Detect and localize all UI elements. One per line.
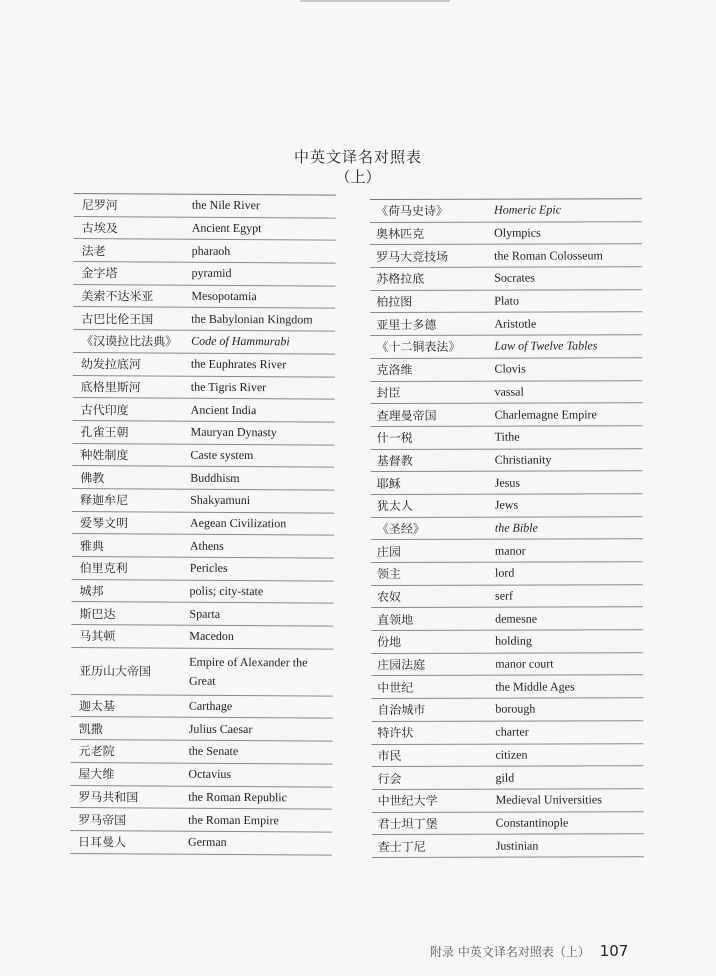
- english-term: Jesus: [494, 475, 521, 490]
- glossary-row: [73, 353, 335, 377]
- footer-label: 附录 中英文译名对照表（上）: [430, 945, 590, 959]
- english-term: gild: [495, 770, 515, 785]
- page-subtitle: （上）: [335, 168, 381, 186]
- chinese-term: 城邦: [79, 584, 104, 599]
- chinese-term: 日耳曼人: [77, 835, 127, 850]
- glossary-row: [371, 426, 643, 449]
- english-term: Caste system: [190, 447, 254, 463]
- chinese-term: 查理曼帝国: [376, 408, 437, 423]
- chinese-term: 行会: [377, 771, 402, 786]
- english-term: the Roman Empire: [188, 812, 279, 827]
- glossary-row: [370, 358, 642, 381]
- glossary-row: [371, 403, 643, 426]
- glossary-row: [371, 449, 643, 472]
- chinese-term: 《十二铜表法》: [376, 340, 461, 355]
- english-term: the Bible: [494, 520, 538, 535]
- glossary-row: [372, 835, 644, 858]
- chinese-term: 耶稣: [376, 476, 401, 491]
- chinese-term: 古巴比伦王国: [81, 311, 154, 327]
- chinese-term: 罗马帝国: [78, 812, 127, 827]
- chinese-term: 份地: [377, 635, 402, 650]
- english-term: Charlemagne Empire: [494, 406, 597, 422]
- page-number: 107: [599, 942, 629, 960]
- glossary-row: [370, 245, 642, 268]
- english-term: Plato: [494, 293, 519, 308]
- page-footer: [430, 942, 628, 960]
- glossary-row: [73, 307, 335, 331]
- english-term: Code of Hammurabi: [191, 334, 290, 349]
- english-term: Jews: [494, 497, 519, 512]
- glossary-row: [71, 740, 333, 764]
- chinese-term: 佛教: [80, 470, 105, 485]
- glossary-row: [371, 494, 643, 517]
- chinese-term: 法老: [81, 243, 106, 258]
- glossary-row: [73, 398, 335, 422]
- glossary-row: [370, 335, 642, 358]
- english-term: the Senate: [188, 744, 239, 759]
- glossary-row: [71, 625, 333, 649]
- chinese-term: 尼罗河: [81, 198, 118, 213]
- english-term: the Roman Colosseum: [494, 248, 603, 263]
- english-term: Athens: [189, 538, 224, 553]
- chinese-term: 基督教: [376, 453, 413, 468]
- glossary-row: [371, 698, 643, 721]
- chinese-term: 领主: [376, 567, 402, 582]
- chinese-term: 柏拉图: [376, 294, 413, 310]
- english-term: charter: [495, 724, 529, 739]
- english-term: Shakyamuni: [190, 492, 251, 508]
- chinese-term: 释迦牟尼: [80, 493, 129, 508]
- glossary-row: [371, 562, 643, 585]
- chinese-term: 亚里士多德: [376, 317, 437, 332]
- glossary-row: [72, 557, 334, 581]
- page-title: 中英文译名对照表: [293, 148, 422, 166]
- glossary-row: [72, 534, 334, 558]
- english-term: Aristotle: [494, 316, 537, 331]
- glossary-row: [371, 540, 643, 563]
- glossary-row: [72, 489, 334, 513]
- chinese-term: 孔雀王朝: [80, 425, 129, 440]
- english-term: Macedon: [189, 629, 234, 644]
- english-term: Julius Caesar: [188, 721, 253, 736]
- english-term: the Euphrates River: [190, 356, 287, 372]
- english-term: Constantinople: [495, 815, 569, 830]
- english-term: polis; city-state: [189, 583, 264, 599]
- english-term: demesne: [495, 611, 538, 626]
- chinese-term: 犹太人: [376, 499, 413, 514]
- chinese-term: 种姓制度: [80, 447, 129, 463]
- glossary-row: [370, 290, 642, 313]
- glossary-row: [371, 585, 643, 608]
- english-term: vassal: [494, 384, 524, 399]
- glossary-row: [71, 695, 333, 719]
- glossary-row: [370, 199, 642, 222]
- english-term: Olympics: [494, 225, 541, 240]
- glossary-row: [371, 608, 643, 631]
- chinese-term: 爱琴文明: [79, 516, 129, 531]
- english-term: Socrates: [494, 270, 535, 286]
- chinese-term: 市民: [377, 748, 402, 763]
- english-term: Sparta: [189, 606, 221, 621]
- english-term: holding: [495, 633, 532, 649]
- glossary-row: [72, 466, 334, 490]
- glossary-table-right: [370, 198, 644, 858]
- chinese-term: 自治城市: [377, 703, 426, 718]
- chinese-term: 幼发拉底河: [80, 357, 142, 372]
- english-term: Ancient India: [190, 402, 257, 417]
- glossary-row: [73, 330, 335, 354]
- glossary-row: [73, 285, 335, 309]
- english-term: pyramid: [191, 266, 232, 281]
- glossary-row: [372, 812, 644, 835]
- chinese-term: 《荷马史诗》: [376, 204, 449, 219]
- english-term: citizen: [495, 747, 528, 762]
- glossary-row: [371, 766, 643, 789]
- chinese-term: 亚历山大帝国: [79, 664, 152, 679]
- english-term: Homeric Epic: [494, 202, 562, 218]
- glossary-row: [370, 313, 642, 336]
- chinese-term: 元老院: [78, 744, 115, 759]
- english-term: Justinian: [495, 838, 539, 853]
- chinese-term: 美索不达米亚: [81, 289, 154, 304]
- english-term: Tithe: [494, 429, 520, 444]
- chinese-term: 奥林匹克: [376, 226, 425, 242]
- glossary-row: [371, 472, 643, 495]
- glossary-row: [71, 648, 333, 697]
- chinese-term: 庄园法庭: [377, 657, 426, 673]
- chinese-term: 金字塔: [81, 266, 118, 281]
- glossary-row: [71, 717, 333, 741]
- glossary-row: [372, 789, 644, 812]
- chinese-term: 庄园: [376, 544, 401, 559]
- chinese-term: 底格里斯河: [80, 379, 141, 395]
- glossary-row: [72, 421, 334, 445]
- glossary-row: [371, 630, 643, 653]
- glossary-row: [371, 676, 643, 699]
- english-term: the Tigris River: [190, 379, 267, 395]
- glossary-row: [370, 222, 642, 245]
- english-term: serf: [495, 588, 514, 603]
- english-term: the Nile River: [191, 198, 260, 213]
- chinese-term: 中世纪: [377, 680, 414, 695]
- chinese-term: 查士丁尼: [377, 839, 426, 854]
- glossary-row: [74, 194, 336, 218]
- chinese-term: 雅典: [79, 538, 104, 553]
- english-term: manor court: [495, 656, 554, 671]
- glossary-row: [74, 239, 336, 263]
- glossary-row: [370, 267, 642, 290]
- glossary-row: [74, 217, 336, 241]
- top-edge-line: [300, 0, 450, 2]
- english-term: the Middle Ages: [495, 679, 575, 694]
- chinese-term: 中世纪大学: [377, 794, 438, 809]
- english-term: Aegean Civilization: [189, 515, 287, 531]
- glossary-row: [71, 602, 333, 626]
- glossary-row: [70, 785, 332, 809]
- glossary-row: [371, 517, 643, 540]
- chinese-term: 屋大维: [78, 767, 115, 782]
- english-term: Law of Twelve Tables: [494, 338, 598, 354]
- chinese-term: 《圣经》: [376, 521, 425, 536]
- glossary-row: [73, 262, 335, 286]
- chinese-term: 直领地: [377, 612, 414, 627]
- chinese-term: 什一税: [376, 431, 413, 446]
- glossary-row: [371, 721, 643, 744]
- english-term: Ancient Egypt: [191, 220, 262, 236]
- chinese-term: 古埃及: [81, 221, 118, 236]
- glossary-row: [70, 808, 332, 832]
- chinese-term: 马其顿: [79, 629, 116, 644]
- glossary-row: [71, 580, 333, 604]
- glossary-table-left: [70, 193, 336, 855]
- chinese-term: 《汉谟拉比法典》: [81, 334, 178, 350]
- english-term: the Roman Republic: [188, 789, 288, 805]
- chinese-term: 迦太基: [78, 699, 115, 714]
- english-term: lord: [494, 565, 515, 581]
- chinese-term: 古代印度: [80, 402, 129, 417]
- chinese-term: 君士坦丁堡: [377, 816, 438, 831]
- english-term: Mauryan Dynasty: [190, 424, 277, 440]
- english-term: Mesopotamia: [191, 288, 257, 304]
- english-term: Medieval Universities: [495, 792, 602, 807]
- glossary-row: [370, 381, 642, 404]
- chinese-term: 苏格拉底: [376, 272, 425, 287]
- english-term: Christianity: [494, 452, 552, 467]
- chinese-term: 农奴: [377, 589, 402, 605]
- chinese-term: 封臣: [376, 385, 401, 400]
- glossary-row: [72, 512, 334, 536]
- english-term: Pericles: [189, 561, 228, 576]
- english-term: Clovis: [494, 361, 526, 376]
- glossary-row: [70, 763, 332, 787]
- chinese-term: 克洛维: [376, 363, 413, 378]
- english-term: Carthage: [188, 698, 233, 714]
- chinese-term: 伯里克利: [79, 561, 128, 576]
- chinese-term: 特许状: [377, 726, 414, 741]
- english-term: the Babylonian Kingdom: [191, 311, 313, 327]
- glossary-row: [70, 831, 332, 855]
- english-term: Buddhism: [190, 470, 240, 485]
- chinese-term: 斯巴达: [79, 606, 116, 621]
- glossary-row: [72, 444, 334, 468]
- english-term: borough: [495, 702, 536, 717]
- english-term: German: [187, 834, 227, 850]
- english-term: manor: [494, 543, 526, 558]
- english-term: Octavius: [188, 766, 232, 782]
- glossary-row: [371, 744, 643, 767]
- chinese-term: 凯撒: [78, 721, 103, 736]
- glossary-row: [371, 653, 643, 676]
- glossary-row: [73, 375, 335, 399]
- chinese-term: 罗马共和国: [78, 789, 139, 805]
- chinese-term: 罗马大竞技场: [376, 249, 449, 264]
- english-term: Empire of Alexander the Great: [188, 654, 308, 688]
- english-term: pharaoh: [191, 243, 231, 258]
